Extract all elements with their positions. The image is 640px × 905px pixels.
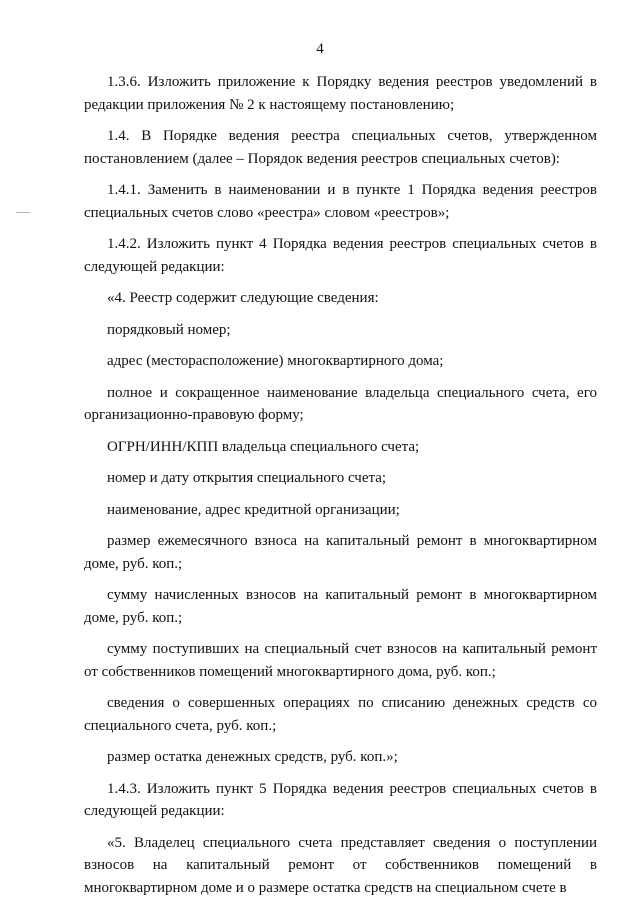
paragraph-1-4-3: 1.4.3. Изложить пункт 5 Порядка ведения реестров специальных счетов в следующей редакции: [84, 780, 597, 819]
margin-mark [16, 212, 30, 213]
quote-item-5: «5. Владелец специального счета представляет сведения о поступлении взносов на капитальный ремонт от собственников помещений в многоквартирном доме и о размере остатка средств на специальном счете в [84, 834, 597, 896]
list-item-ogrn-inn-kpp: ОГРН/ИНН/КПП владельца специального счета; [107, 438, 420, 455]
list-item-monthly-fee: размер ежемесячного взноса на капитальный ремонт в многоквартирном доме, руб. коп.; [84, 533, 597, 572]
paragraph-1-4-1: 1.4.1. Заменить в наименовании и в пункте 1 Порядка ведения реестров специальных счетов слово «реестра» словом «реестров»; [84, 182, 597, 221]
list-item-credit-org: наименование, адрес кредитной организации; [107, 501, 400, 518]
paragraph-1-4: 1.4. В Порядке ведения реестра специальных счетов, утвержденном постановлением (далее – Порядок ведения реестров специальных счетов): [84, 128, 597, 167]
list-item-address: адрес (месторасположение) многоквартирного дома; [107, 353, 444, 369]
paragraph-1-4-2: 1.4.2. Изложить пункт 4 Порядка ведения реестров специальных счетов в следующей редакции: [84, 236, 597, 275]
list-item-received-fees: сумму поступивших на специальный счет взносов на капитальный ремонт от собственников помещений многоквартирного дома, руб. коп.; [84, 641, 597, 680]
list-item-balance: размер остатка денежных средств, руб. коп.»; [107, 749, 398, 765]
page-number: 4 [316, 41, 324, 57]
quote-item-4-intro: «4. Реестр содержит следующие сведения: [107, 290, 379, 306]
list-item-debit-operations: сведения о совершенных операциях по списанию денежных средств со специального счета, руб. коп.; [84, 695, 597, 734]
document-body [84, 71, 597, 899]
list-item-account-opening: номер и дату открытия специального счета; [107, 470, 387, 486]
list-item-owner-name: полное и сокращенное наименование владельца специального счета, его организационно-правовую форму; [84, 384, 597, 423]
list-item-accrued-fees: сумму начисленных взносов на капитальный ремонт в многоквартирном доме, руб. коп.; [84, 587, 597, 626]
paragraph-1-3-6: 1.3.6. Изложить приложение к Порядку ведения реестров уведомлений в редакции приложения № 2 к настоящему постановлению; [84, 74, 597, 113]
list-item-serial-number: порядковый номер; [107, 321, 231, 338]
